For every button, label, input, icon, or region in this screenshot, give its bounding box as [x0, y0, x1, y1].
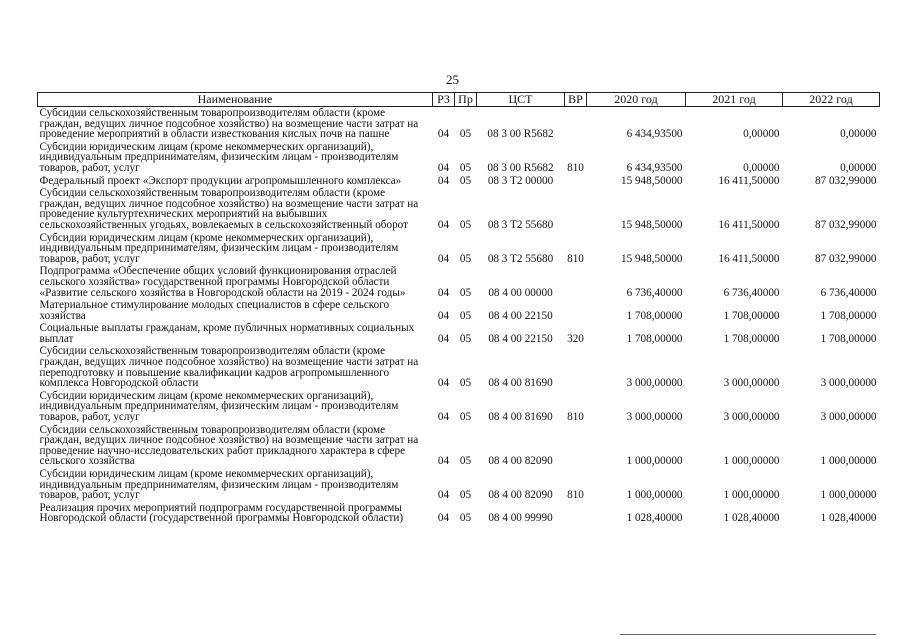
row-2020: 1 000,00000 [626, 455, 683, 468]
table-row [38, 424, 880, 468]
row-cst: 08 3 00 R5682 [487, 128, 554, 141]
row-pr: 05 [459, 411, 472, 424]
row-pr: 05 [459, 174, 472, 187]
row-rz: 04 [437, 174, 450, 187]
budget-table [37, 92, 880, 525]
row-vr [565, 187, 587, 231]
table-row [38, 232, 880, 266]
row-2022: 3 000,00000 [820, 377, 877, 390]
row-2020: 1 028,40000 [626, 512, 683, 525]
table-body [38, 107, 880, 525]
row-name: Субсидии юридическим лицам (кроме некоммерческих организаций), индивидуальным предпринимателям, физическим лицам - производителям товаров, работ, услуг [39, 231, 399, 265]
row-vr: 320 [567, 332, 584, 345]
row-name: Федеральный проект «Экспорт продукции агропромышленного комплекса» [39, 174, 402, 187]
row-2022: 1 000,00000 [820, 455, 877, 468]
row-pr: 05 [459, 286, 472, 299]
col-header-pr: Пр [455, 93, 477, 107]
row-name: Субсидии юридическим лицам (кроме некоммерческих организаций), индивидуальным предпринимателям, физическим лицам - производителям товаров, работ, услуг [39, 140, 399, 174]
page-number: 25 [446, 72, 459, 87]
row-pr: 05 [459, 309, 472, 322]
row-vr: 810 [567, 252, 584, 265]
row-cst: 08 4 00 82090 [488, 455, 553, 468]
row-2020: 6 736,40000 [626, 286, 683, 299]
row-2021: 1 000,00000 [723, 489, 780, 502]
table-row [38, 345, 880, 389]
row-vr: 810 [567, 161, 584, 174]
row-2020: 6 434,93500 [626, 161, 683, 174]
row-2021: 16 411,50000 [718, 174, 780, 187]
row-2020: 6 434,93500 [626, 128, 683, 141]
row-2022: 1 708,00000 [820, 332, 877, 345]
row-cst: 08 3 T2 55680 [487, 252, 554, 265]
row-2021: 1 708,00000 [723, 332, 780, 345]
row-name: Реализация прочих мероприятий подпрограмм государственной программы Новгородской области (государственной программы Новгородской области) [39, 501, 404, 525]
row-2021: 1 028,40000 [723, 512, 780, 525]
table-row [38, 141, 880, 175]
row-cst: 08 4 00 82090 [488, 489, 553, 502]
row-cst: 08 4 00 99990 [488, 512, 553, 525]
table-row [38, 107, 880, 141]
col-header-2022: 2022 год [783, 93, 880, 107]
row-cst: 08 3 00 R5682 [487, 161, 554, 174]
row-name: Материальное стимулирование молодых специалистов в сфере сельского хозяйства [39, 299, 390, 322]
row-vr [565, 175, 587, 188]
row-2022: 1 000,00000 [820, 489, 877, 502]
row-cst: 08 4 00 00000 [488, 286, 553, 299]
row-pr: 05 [459, 332, 472, 345]
row-rz: 04 [437, 512, 450, 525]
table-header-row [38, 93, 880, 107]
row-2021: 1 000,00000 [723, 455, 780, 468]
col-header-rz: РЗ [433, 93, 455, 107]
row-pr: 05 [459, 455, 472, 468]
row-2022: 0,00000 [840, 128, 877, 141]
row-2022: 1 708,00000 [820, 309, 877, 322]
row-pr: 05 [459, 489, 472, 502]
row-2022: 0,00000 [840, 161, 877, 174]
col-header-name: Наименование [38, 93, 433, 107]
row-2020: 15 948,50000 [620, 174, 683, 187]
row-2021: 0,00000 [743, 161, 780, 174]
row-vr [565, 424, 587, 468]
row-2022: 3 000,00000 [820, 411, 877, 424]
row-2021: 0,00000 [743, 128, 780, 141]
row-2020: 15 948,50000 [620, 218, 683, 231]
table-row [38, 390, 880, 424]
row-vr [565, 107, 587, 141]
row-pr: 05 [459, 128, 472, 141]
table-row [38, 299, 880, 322]
row-name: Субсидии сельскохозяйственным товаропроизводителям области (кроме граждан, ведущих личное подсобное хозяйство) на возмещение части затрат на переподготовку и повышение квалификации кадров агропромышленного комплекса Новгородской области [39, 345, 419, 390]
row-pr: 05 [459, 512, 472, 525]
bottom-rule [620, 634, 876, 635]
row-vr: 810 [567, 489, 584, 502]
row-cst: 08 4 00 81690 [488, 411, 553, 424]
row-rz: 04 [437, 218, 450, 231]
row-vr [565, 265, 587, 299]
row-cst: 08 3 T2 55680 [487, 218, 554, 231]
row-vr [565, 502, 587, 525]
row-2021: 16 411,50000 [718, 218, 780, 231]
row-2021: 6 736,40000 [723, 286, 780, 299]
row-2022: 6 736,40000 [820, 286, 877, 299]
col-header-2021: 2021 год [686, 93, 783, 107]
row-name: Субсидии юридическим лицам (кроме некоммерческих организаций), индивидуальным предпринимателям, физическим лицам - производителям товаров, работ, услуг [39, 468, 399, 502]
row-2020: 15 948,50000 [620, 252, 683, 265]
col-header-cst: ЦСТ [477, 93, 565, 107]
row-rz: 04 [437, 161, 450, 174]
row-pr: 05 [459, 161, 472, 174]
row-vr: 810 [567, 411, 584, 424]
row-2020: 3 000,00000 [626, 377, 683, 390]
row-2020: 1 708,00000 [626, 309, 683, 322]
row-vr [565, 345, 587, 389]
row-name: Субсидии сельскохозяйственным товаропроизводителям области (кроме граждан, ведущих личное подсобное хозяйство) на возмещение части затрат на проведение культуртехнических мероприятий на выбывших сельскохозяйственных угодьях, вовлекаемых в сельскохозяйственный оборот [39, 187, 419, 231]
row-rz: 04 [437, 489, 450, 502]
table-row [38, 265, 880, 299]
row-rz: 04 [437, 309, 450, 322]
row-name: Субсидии юридическим лицам (кроме некоммерческих организаций), индивидуальным предпринимателям, физическим лицам - производителям товаров, работ, услуг [39, 389, 399, 424]
row-cst: 08 3 T2 00000 [487, 174, 554, 187]
row-pr: 05 [459, 218, 472, 231]
row-rz: 04 [437, 377, 450, 390]
row-2022: 87 032,99000 [814, 252, 877, 265]
row-rz: 04 [437, 411, 450, 424]
row-2022: 1 028,40000 [820, 512, 877, 525]
row-rz: 04 [437, 128, 450, 141]
row-2022: 87 032,99000 [814, 218, 877, 231]
row-2021: 16 411,50000 [718, 252, 780, 265]
row-name: Субсидии сельскохозяйственным товаропроизводителям области (кроме граждан, ведущих личное подсобное хозяйство) на возмещение части затрат на проведение мероприятий в области известкования кислых почв на пашне [39, 107, 419, 141]
row-name: Социальные выплаты гражданам, кроме публичных нормативных социальных выплат [39, 322, 415, 345]
row-rz: 04 [437, 252, 450, 265]
row-2022: 87 032,99000 [814, 174, 877, 187]
table-row [38, 175, 880, 188]
row-pr: 05 [459, 377, 472, 390]
row-2021: 1 708,00000 [723, 309, 780, 322]
row-2020: 1 708,00000 [626, 332, 683, 345]
row-2020: 1 000,00000 [626, 489, 683, 502]
row-2021: 3 000,00000 [723, 377, 780, 390]
row-2021: 3 000,00000 [723, 411, 780, 424]
row-rz: 04 [437, 332, 450, 345]
row-name: Субсидии сельскохозяйственным товаропроизводителям области (кроме граждан, ведущих личное подсобное хозяйство) на возмещение части затрат на проведение научно-исследовательских работ прикладного характера в сфере сельского хозяйства [39, 423, 419, 468]
table-row [38, 502, 880, 525]
row-cst: 08 4 00 22150 [488, 309, 553, 322]
row-cst: 08 4 00 81690 [488, 377, 553, 390]
row-name: Подпрограмма «Обеспечение общих условий функционирования отраслей сельского хозяйства» государственной программы Новгородской области «Развитие сельского хозяйства в Новгородской области на 2019 - 2024 годы» [39, 265, 406, 299]
col-header-2020: 2020 год [587, 93, 686, 107]
table-row [38, 322, 880, 345]
table-row [38, 187, 880, 231]
table-row [38, 468, 880, 502]
row-vr [565, 299, 587, 322]
row-2020: 3 000,00000 [626, 411, 683, 424]
row-rz: 04 [437, 286, 450, 299]
row-cst: 08 4 00 22150 [488, 332, 553, 345]
row-rz: 04 [437, 455, 450, 468]
row-pr: 05 [459, 252, 472, 265]
col-header-vr: ВР [565, 93, 587, 107]
